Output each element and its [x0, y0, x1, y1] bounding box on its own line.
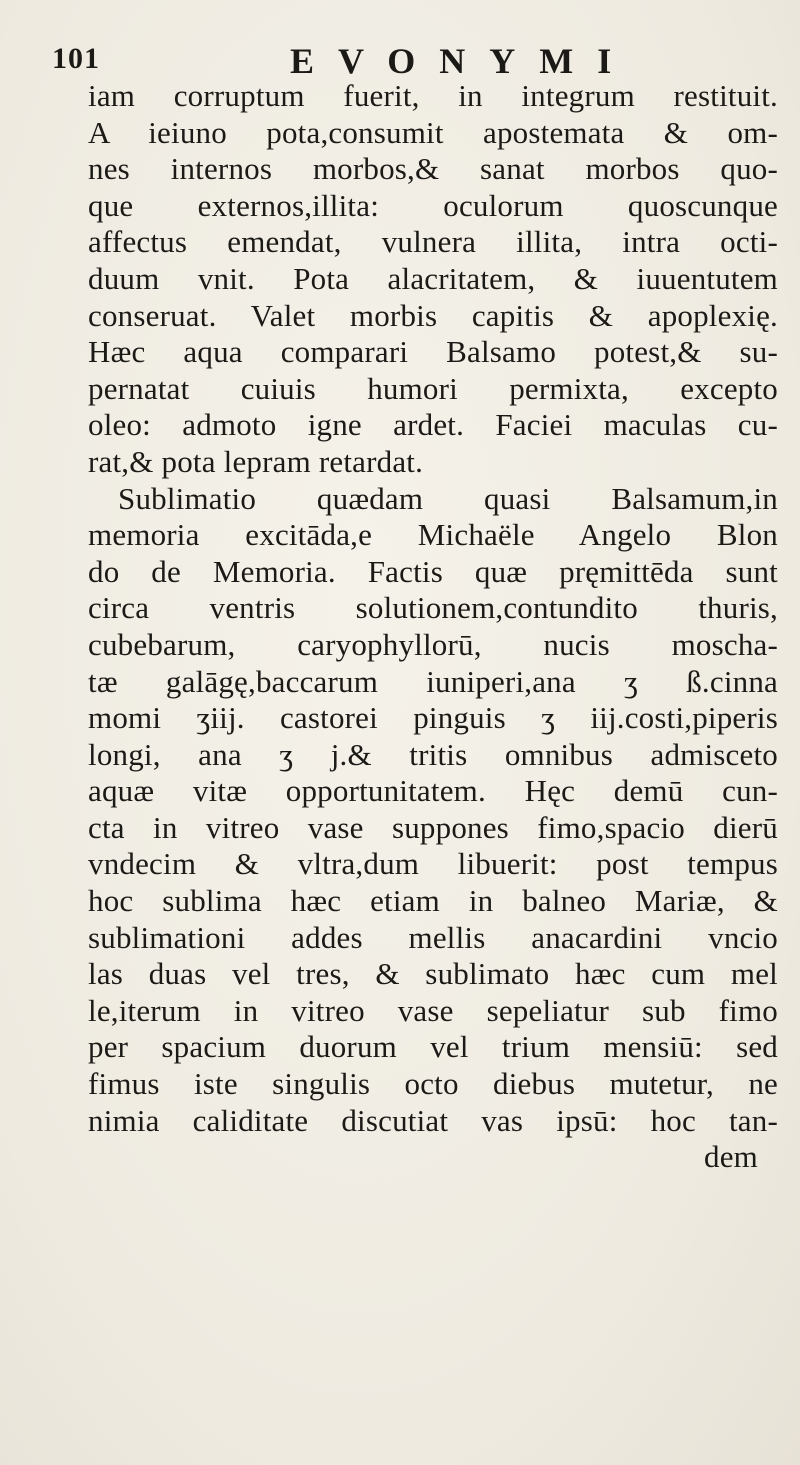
text-line: que externos,illita: oculorum quoscunque	[88, 187, 778, 223]
page-number: 101	[52, 42, 100, 75]
text-line: sublimationi addes mellis anacardini vncio	[88, 919, 778, 955]
text-line: per spacium duorum vel trium mensiū: sed	[88, 1029, 778, 1065]
text-line: dem	[704, 1139, 758, 1175]
text-line: do de Memoria. Factis quæ pręmittēda sunt	[88, 553, 778, 589]
text-line: rat,& pota lepram retardat.	[88, 443, 424, 479]
body-text	[88, 78, 778, 1176]
text-line: nimia caliditate discutiat vas ipsū: hoc tan-	[88, 1102, 778, 1138]
text-line: memoria excitāda,e Michaële Angelo Blon	[88, 517, 778, 553]
text-line: fimus iste singulis octo diebus mutetur, ne	[88, 1066, 778, 1102]
text-line: iam corruptum fuerit, in integrum restituit.	[88, 78, 778, 113]
text-line: momi ʒiij. castorei pinguis ʒ iij.costi,piperis	[88, 700, 778, 736]
text-line: Hæc aqua comparari Balsamo potest,& su-	[88, 334, 778, 370]
text-line: le,iterum in vitreo vase sepeliatur sub fimo	[88, 992, 778, 1028]
text-line: pernatat cuiuis humori permixta, excepto	[88, 370, 778, 406]
text-line: vndecim & vltra,dum libuerit: post tempus	[88, 846, 778, 882]
text-line: tæ galāgę,baccarum iuniperi,ana ʒ ß.cinna	[88, 663, 778, 699]
text-line: aquæ vitæ opportunitatem. Hęc demū cun-	[88, 773, 778, 809]
text-line: circa ventris solutionem,contundito thuris,	[88, 590, 778, 626]
text-line: conseruat. Valet morbis capitis & apoplexię.	[88, 297, 778, 333]
text-line: duum vnit. Pota alacritatem, & iuuentutem	[88, 260, 778, 296]
text-line: longi, ana ʒ j.& tritis omnibus admisceto	[88, 736, 778, 772]
text-line: nes internos morbos,& sanat morbos quo-	[88, 151, 778, 187]
text-line: affectus emendat, vulnera illita, intra octi-	[88, 224, 778, 260]
running-title: EVONYMI	[290, 41, 636, 81]
text-line: cta in vitreo vase suppones fimo,spacio dierū	[88, 809, 778, 845]
text-line: las duas vel tres, & sublimato hæc cum mel	[88, 956, 778, 992]
text-line: oleo: admoto igne ardet. Faciei maculas cu-	[88, 407, 778, 443]
text-line: Sublimatio quædam quasi Balsamum,in	[118, 480, 778, 516]
text-line: A ieiuno pota,consumit apostemata & om-	[88, 114, 778, 150]
text-line: hoc sublima hæc etiam in balneo Mariæ, &	[88, 883, 778, 919]
text-line: cubebarum, caryophyllorū, nucis moscha-	[88, 626, 778, 662]
